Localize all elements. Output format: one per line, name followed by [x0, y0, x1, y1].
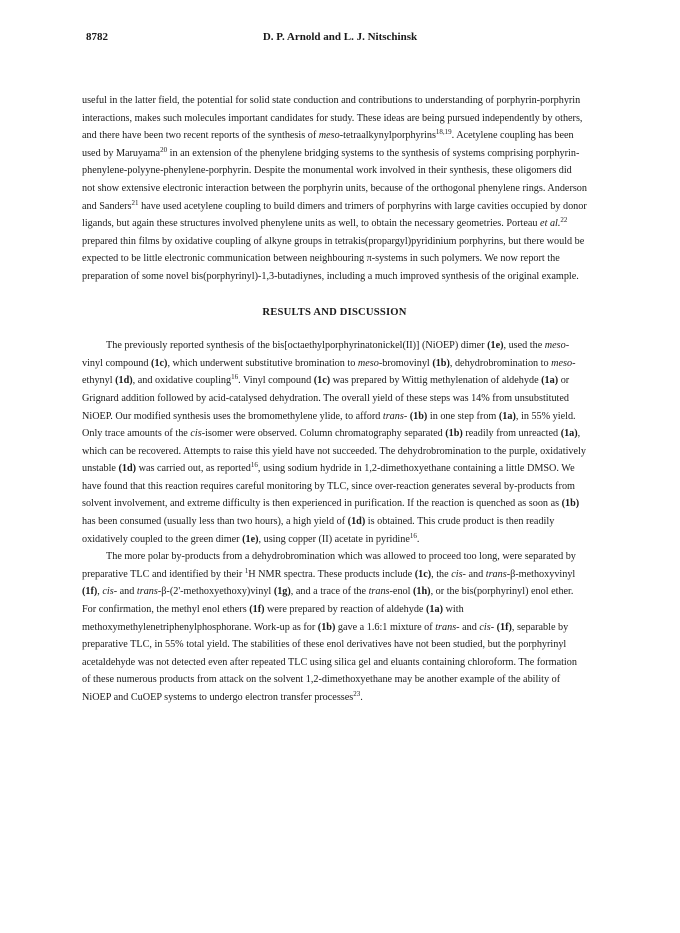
citation-ref: 16: [409, 531, 417, 540]
results-paragraph-1: The previously reported synthesis of the bis[octaethylporphyrinatonickel(II)] (NiOEP) dimer (1e), used the meso-vinyl compound (1c), which underwent substitutive bromination to meso-bromovinyl (1b), dehydrobromination to meso-ethynyl (1d), and oxidative coupling$^{16}$. Vinyl compound (1c) was prepared by Wittig methylenation of aldehyde (1a) or Grignard addition followed by acid-catalysed dehydration. The overall yield of these steps was 14% from unsubstituted NiOEP. Our modified synthesis uses the bromomethylene ylide, to afford trans- (1b) in one step from (1a), in 55% yield. Only trace amounts of the cis-isomer were observed. Column chromatography separated (1b) readily from unreacted (1a), which can be recovered. Attempts to raise this yield have not succeeded. The dehydrobromination to the purple, oxidatively unstable (1d) was carried out, as reported$^{16}$, using sodium hydride in 1,2-dimethoxyethane containing a little DMSO. We have found that this reaction requires careful monitoring by TLC, since over-reaction generates several by-products from solvent involvement, and extreme difficulty is then experienced in purification. If the reaction is quenched as soon as (1b) has been consumed (usually less than two hours), a high yield of (1d) is obtained. This crude product is then readily oxidatively coupled to the green dimer (1e), using copper (II) acetate in pyridine$^{16}$.: [82, 340, 586, 545]
page-number: 8782: [86, 31, 108, 43]
citation-ref: 20: [160, 145, 168, 154]
article-body: [82, 92, 587, 707]
citation-ref: 23: [353, 690, 361, 698]
citation-ref: 18,19: [435, 128, 452, 137]
section-heading: RESULTS AND DISCUSSION: [262, 306, 407, 318]
citation-ref: 16: [231, 373, 239, 382]
running-head: D. P. Arnold and L. J. Nitschinsk: [262, 31, 418, 43]
results-paragraph-2: The more polar by-products from a dehydrobromination which was allowed to proceed too long, were separated by preparative TLC and identified by their $^1$H NMR spectra. These products include (1c), the cis- and trans-β-methoxyvinyl (1f), cis- and trans-β-(2'-methoxyethoxy)vinyl (1g), and a trace of the trans-enol (1h), or the bis(porphyrinyl) enol ether. For confirmation, the methyl enol ethers (1f) were prepared by reaction of aldehyde (1a) with methoxymethylenetriphenylphosphorane. Work-up as for (1b) gave a 1.6:1 mixture of trans- and cis- (1f), separable by preparative TLC, in 55% total yield. The stabilities of these enol derivatives have not been studied, but the porphyrinyl acetaldehyde was not detected even after repeated TLC using silica gel and eluants containing chloroform. The formation of these numerous products from attack on the solvent 1,2-dimethoxyethane may be another example of the ability of NiOEP and CuOEP systems to undergo electron transfer processes$^{23}$.: [82, 551, 577, 703]
intro-paragraph: useful in the latter field, the potential for solid state conduction and contributions to understanding of porphyrin-porphyrin interactions, makes such molecules important candidates for study. These ideas are being pursued independently by others, and there have been two recent reports of the synthesis of meso-tetraalkynylporphyrins$^{18,19}$. Acetylene coupling has been used by Maruyama$^{20}$ in an extension of the phenylene bridging systems to the synthesis of systems comprising porphyrin-phenylene-polyyne-phenylene-porphyrin. Despite the monumental work involved in their synthesis, these oligomers did not show extensive electronic interaction between the porphyrin units, because of the orthogonal phenylene rings. Anderson and Sanders$^{21}$ have used acetylene coupling to build dimers and trimers of porphyrins with large cavities occupied by donor ligands, but again these structures involved phenylene units as well, to obtain the necessary geometries. Porteau et al.$^{22}$ prepared thin films by oxidative coupling of alkyne groups in tetrakis(propargyl)pyridinium porphyrins, but there would be expected to be little electronic communication between neighbouring π-systems in such polymers. We now report the preparation of some novel bis(porphyrinyl)-1,3-butadiynes, including a much improved synthesis of the original example.: [82, 95, 587, 282]
citation-ref: 16: [250, 461, 258, 470]
isotope-superscript: 1: [244, 566, 249, 575]
citation-ref: 22: [560, 216, 568, 225]
page-header: [0, 31, 680, 47]
citation-ref: 21: [131, 198, 139, 207]
